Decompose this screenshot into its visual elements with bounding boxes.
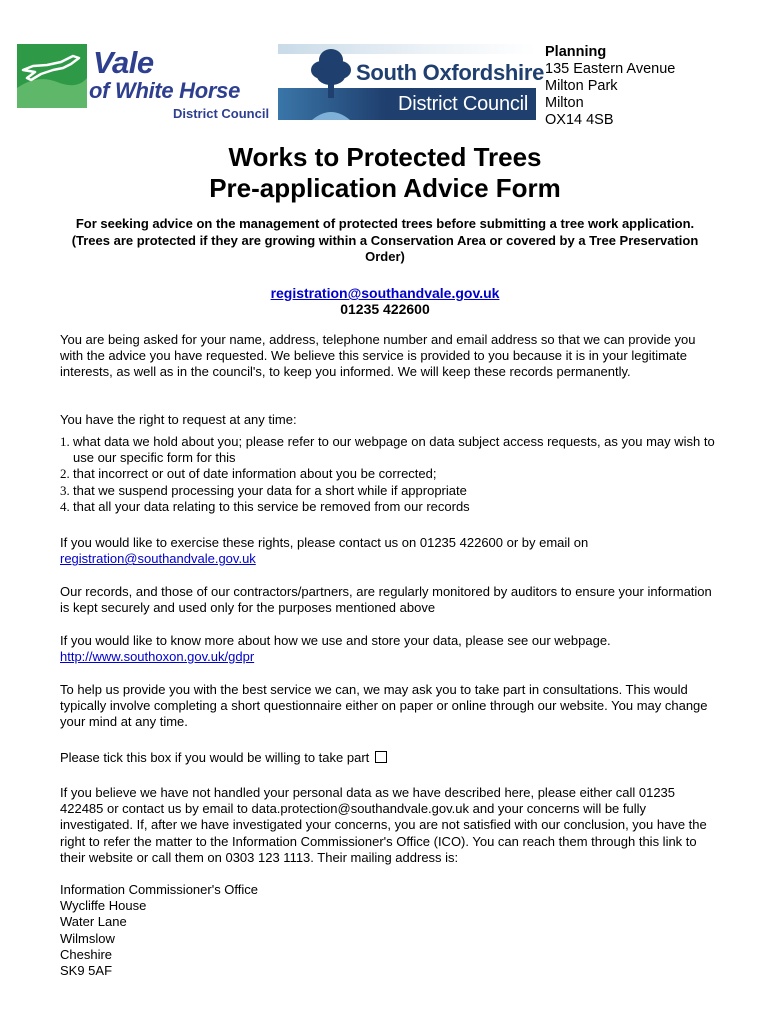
registration-email-link[interactable]: registration@southandvale.gov.uk <box>60 551 256 567</box>
list-item-text: that all your data relating to this service be removed from our records <box>73 498 470 514</box>
ico-address-line: Cheshire <box>60 946 113 962</box>
address-title: Planning <box>545 44 607 60</box>
exercise-rights-paragraph <box>60 535 720 567</box>
list-item <box>60 434 720 466</box>
consultation-paragraph: To help us provide you with the best service we can, we may ask you to take part in consultations. This would typically involve completing a short questionnaire either on paper or online through our website. You may change your mind at any time. <box>60 682 708 730</box>
list-number: 1. <box>60 434 70 449</box>
records-paragraph: Our records, and those of our contractors/partners, are regularly monitored by auditors to ensure your information is kept securely and used only for the purposes mentioned above <box>60 584 712 616</box>
privacy-paragraph: You are being asked for your name, address, telephone number and email address so that we can provide you with the advice you have requested. We believe this service is provided to you because it is in your legitimate interests, as well as in the council's, to keep you informed. We will keep these records permanently. <box>60 332 696 380</box>
data-use-paragraph <box>60 633 720 665</box>
contact-block <box>0 285 770 317</box>
list-item-text: that we suspend processing your data for a short while if appropriate <box>73 482 467 498</box>
complaints-paragraph: If you believe we have not handled your personal data as we have described here, please either call 01235 422485 or contact us by email to data.protection@southandvale.gov.uk and your concerns will be fully investigated. If, after we have investigated your concerns, you are not satisfied with our conclusion, you have the right to refer the matter to the Information Commissioner's Office (ICO). You can reach them through this link to their website or call them on 0303 123 1113. Their mailing address is: <box>60 785 707 865</box>
page-title <box>0 142 770 204</box>
list-item-text: that incorrect or out of date information about you be corrected; <box>73 466 437 482</box>
white-horse-icon <box>17 44 87 108</box>
ico-address-line: Wilmslow <box>60 930 115 946</box>
white-horse-badge <box>17 44 87 108</box>
address-line: Milton Park <box>545 78 618 94</box>
list-item <box>60 466 720 482</box>
ico-address-line: SK9 5AF <box>60 963 113 979</box>
list-item <box>60 499 720 515</box>
ico-address-line: Information Commissioner's Office <box>60 882 259 897</box>
south-oxon-logo-line1: South Oxfordshire <box>356 60 545 85</box>
address-line: 135 Eastern Avenue <box>545 61 676 77</box>
south-oxon-logo-line2: District Council <box>398 93 529 115</box>
ico-address <box>60 882 720 979</box>
address-line: Milton <box>545 95 584 111</box>
data-use-text: If you would like to know more about how we use and store your data, please see our webpage. <box>60 633 611 648</box>
consent-row <box>60 750 720 766</box>
list-number: 3. <box>60 482 70 498</box>
vale-logo-line3: District Council <box>173 106 270 121</box>
ico-address-line: Wycliffe House <box>60 898 147 914</box>
consent-checkbox[interactable] <box>375 751 387 763</box>
south-oxfordshire-logo <box>278 44 545 120</box>
tree-icon <box>308 46 354 120</box>
gdpr-webpage-link[interactable]: http://www.southoxon.gov.uk/gdpr <box>60 649 255 665</box>
title-line2: Pre-application Advice Form <box>209 173 561 203</box>
list-item <box>60 483 720 499</box>
contact-phone: 01235 422600 <box>340 301 430 317</box>
list-number: 2. <box>60 466 70 482</box>
ico-address-line: Water Lane <box>60 914 127 930</box>
vale-logo-line2: of White Horse <box>89 78 241 103</box>
list-number: 4. <box>60 498 70 514</box>
vale-logo-line1: Vale <box>93 45 154 80</box>
title-line1: Works to Protected Trees <box>228 142 542 172</box>
planning-address <box>545 44 675 129</box>
contact-email-link[interactable]: registration@southandvale.gov.uk <box>270 285 500 301</box>
rights-intro: You have the right to request at any time: <box>60 412 297 427</box>
consent-label: Please tick this box if you would be willing to take part <box>60 750 370 765</box>
rights-list <box>60 434 720 515</box>
subtitle: For seeking advice on the management of protected trees before submitting a tree work application. (Trees are protected if they are growing within a Conservation Area or covered by a Tree Preservation Order) <box>71 216 699 264</box>
address-line: OX14 4SB <box>545 112 614 128</box>
list-item-text: what data we hold about you; please refer to our webpage on data subject access requests, as you may wish to use our specific form for this <box>73 434 715 466</box>
exercise-rights-text: If you would like to exercise these rights, please contact us on 01235 422600 or by email on <box>60 535 589 550</box>
vale-of-white-horse-logo <box>17 44 275 124</box>
